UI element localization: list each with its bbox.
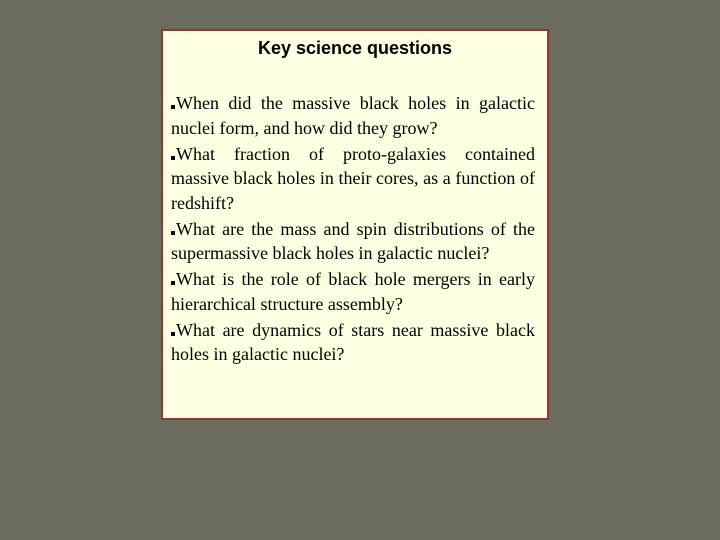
question-item <box>171 142 535 216</box>
science-questions-card <box>161 29 549 420</box>
question-text: When did the massive black holes in galactic nuclei form, and how did they grow? <box>171 93 535 138</box>
bullet-icon <box>171 156 175 160</box>
question-item <box>171 217 535 266</box>
question-text: What are the mass and spin distributions of the supermassive black holes in galactic nuclei? <box>171 218 535 263</box>
question-item <box>171 91 535 140</box>
question-text: What is the role of black hole mergers in early hierarchical structure assembly? <box>171 269 535 314</box>
question-text: What are dynamics of stars near massive black holes in galactic nuclei? <box>171 319 535 364</box>
bullet-icon <box>171 281 175 285</box>
questions-list <box>171 91 535 367</box>
card-title: Key science questions <box>257 38 453 58</box>
bullet-icon <box>171 332 175 336</box>
bullet-icon <box>171 105 175 109</box>
question-item <box>171 267 535 316</box>
bullet-icon <box>171 231 175 235</box>
question-item <box>171 318 535 367</box>
question-text: What fraction of proto-galaxies contained massive black holes in their cores, as a function of redshift? <box>171 143 535 213</box>
